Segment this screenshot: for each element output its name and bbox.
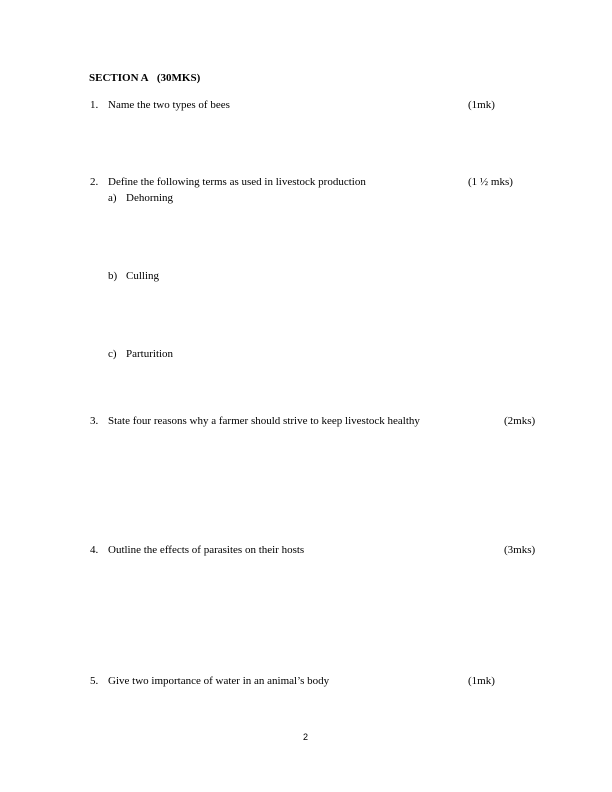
- question-1-text: Name the two types of bees: [108, 99, 230, 111]
- section-heading: [89, 72, 200, 85]
- question-2-part-a-label: a): [108, 192, 117, 204]
- question-2-part-b-label: b): [108, 270, 118, 282]
- question-5-marks: (1mk): [468, 675, 495, 687]
- question-3-marks: (2mks): [504, 415, 536, 427]
- question-1-number: 1.: [90, 99, 99, 111]
- section-marks: (30MKS): [156, 72, 201, 84]
- question-2-part-c-label: c): [108, 348, 117, 360]
- question-4-number: 4.: [90, 544, 99, 556]
- question-1-marks: (1mk): [468, 99, 495, 111]
- question-2-part-b-text: Culling: [126, 270, 160, 282]
- question-5-number: 5.: [90, 675, 99, 687]
- question-3-text: State four reasons why a farmer should strive to keep livestock healthy: [108, 415, 420, 427]
- question-2-number: 2.: [90, 176, 99, 188]
- question-5-text: Give two importance of water in an animal’s body: [108, 675, 330, 687]
- question-2-part-a-text: Dehorning: [126, 192, 174, 204]
- question-4-text: Outline the effects of parasites on their hosts: [108, 544, 305, 556]
- question-4-marks: (3mks): [504, 544, 536, 556]
- question-2-part-c-text: Parturition: [126, 348, 174, 360]
- section-title: SECTION A: [89, 72, 149, 84]
- question-3-number: 3.: [90, 415, 99, 427]
- page-number: 2: [303, 732, 309, 742]
- question-2-text: Define the following terms as used in livestock production: [108, 176, 366, 188]
- question-2-marks: (1 ½ mks): [468, 176, 513, 188]
